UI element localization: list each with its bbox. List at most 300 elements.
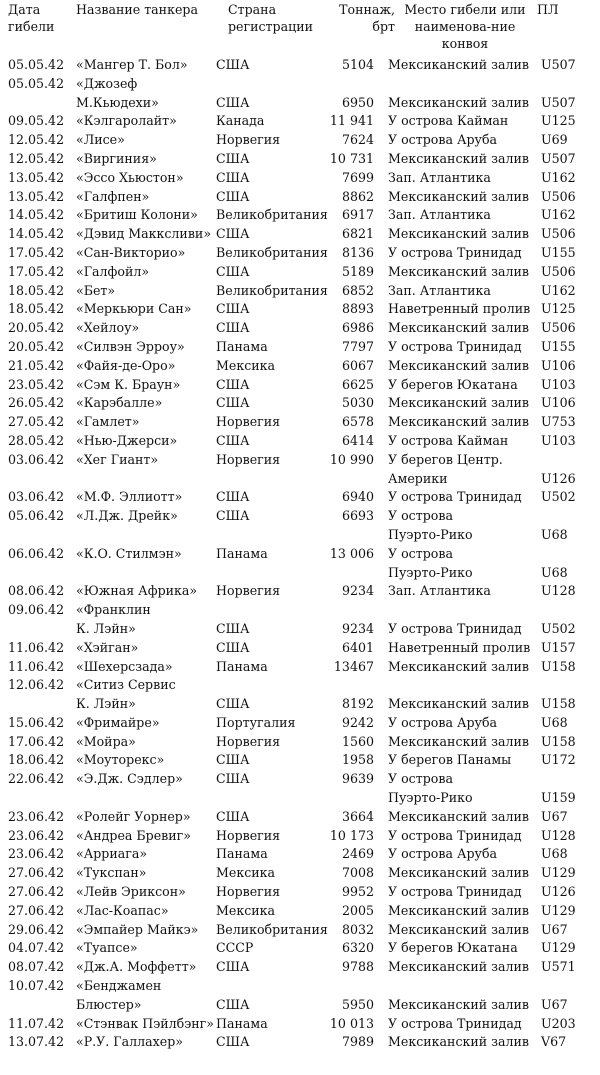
cell-name: «Бенджамен — [76, 978, 162, 994]
cell-pl: U506 — [541, 263, 576, 279]
cell-country: Великобритания — [216, 282, 328, 298]
cell-pl: U125 — [541, 113, 576, 129]
table-row — [0, 169, 600, 188]
cell-place: У острова Аруба — [388, 846, 498, 862]
cell-country: США — [216, 301, 250, 317]
cell-name: «Арриага» — [76, 846, 148, 862]
cell-country: США — [216, 1034, 250, 1050]
cell-pl: U157 — [541, 639, 576, 655]
cell-tonnage: 6852 — [341, 282, 374, 298]
cell-name: «Дэвид Макксливи» — [76, 226, 212, 242]
cell-tonnage: 8136 — [341, 244, 374, 260]
cell-date: 13.05.42 — [8, 188, 65, 204]
table-row — [0, 845, 600, 864]
cell-tonnage: 6940 — [341, 489, 374, 505]
cell-name: М.Кьюдехи» — [76, 94, 159, 110]
cell-pl: U155 — [541, 244, 576, 260]
cell-name: «Туапсе» — [76, 940, 138, 956]
cell-name: «Шехерсзада» — [76, 658, 173, 674]
cell-place: Мексиканский залив — [388, 263, 530, 279]
cell-tonnage: 6320 — [341, 940, 374, 956]
cell-place: Мексиканский залив — [388, 57, 530, 72]
cell-country: Норвегия — [216, 583, 281, 599]
cell-name: «Меркьюри Сан» — [76, 301, 192, 317]
table-row — [0, 413, 600, 432]
table-row — [0, 357, 600, 376]
cell-name: «Моуторекс» — [76, 752, 165, 768]
cell-date: 11.06.42 — [8, 658, 65, 674]
cell-date: 08.07.42 — [8, 959, 65, 975]
cell-country: США — [216, 395, 250, 411]
cell-date: 18.06.42 — [8, 752, 65, 768]
header-place: Место гибели или наименова-ние конвоя — [404, 2, 526, 51]
cell-name: «Лисе» — [76, 132, 125, 148]
cell-date: 23.06.42 — [8, 808, 65, 824]
cell-name: «Франклин — [76, 602, 151, 618]
table-row — [0, 206, 600, 225]
cell-date: 11.06.42 — [8, 639, 65, 655]
cell-name: «Мангер Т. Бол» — [76, 57, 188, 72]
cell-country: США — [216, 376, 250, 392]
cell-tonnage: 2469 — [341, 846, 374, 862]
table-row — [0, 376, 600, 395]
table-row — [0, 188, 600, 207]
cell-tonnage: 8032 — [341, 921, 374, 937]
table-row — [0, 789, 600, 808]
header-name: Название танкера — [76, 2, 198, 17]
cell-date: 21.05.42 — [8, 357, 65, 373]
cell-name: «Хэйган» — [76, 639, 139, 655]
cell-pl: U129 — [541, 902, 576, 918]
cell-country: США — [216, 432, 250, 448]
cell-tonnage: 6693 — [341, 508, 374, 524]
cell-date: 12.05.42 — [8, 150, 65, 166]
cell-date: 10.07.42 — [8, 978, 65, 994]
cell-tonnage: 7624 — [341, 132, 374, 148]
cell-tonnage: 8862 — [341, 188, 374, 204]
cell-place: У острова Тринидад — [388, 884, 522, 900]
cell-tonnage: 9234 — [341, 620, 374, 636]
cell-date: 05.05.42 — [8, 57, 65, 72]
cell-country: СССР — [216, 940, 254, 956]
cell-tonnage: 9639 — [341, 771, 374, 787]
cell-date: 08.06.42 — [8, 583, 65, 599]
table-row — [0, 827, 600, 846]
cell-country: США — [216, 696, 250, 712]
cell-pl: U172 — [541, 752, 576, 768]
cell-place: Мексиканский залив — [388, 150, 530, 166]
cell-country: Мексика — [216, 902, 276, 918]
cell-place: Зап. Атлантика — [388, 207, 491, 223]
table-row — [0, 639, 600, 658]
cell-tonnage: 7008 — [341, 865, 374, 881]
cell-pl: U506 — [541, 188, 576, 204]
cell-tonnage: 7989 — [341, 1034, 374, 1050]
cell-country: Норвегия — [216, 414, 281, 430]
cell-pl: U753 — [541, 414, 576, 430]
cell-place: У берегов Юкатана — [388, 376, 518, 392]
cell-pl: U68 — [541, 564, 568, 580]
cell-place: У берегов Юкатана — [388, 940, 518, 956]
cell-country: Великобритания — [216, 244, 328, 260]
cell-country: Норвегия — [216, 132, 281, 148]
cell-tonnage: 8192 — [341, 696, 374, 712]
cell-pl: U67 — [541, 996, 568, 1012]
cell-name: «Нью-Джерси» — [76, 432, 178, 448]
cell-country: Панама — [216, 846, 268, 862]
cell-pl: U162 — [541, 207, 576, 223]
table-row — [0, 601, 600, 620]
cell-pl: U158 — [541, 658, 576, 674]
cell-country: США — [216, 808, 250, 824]
table-row — [0, 112, 600, 131]
cell-name: «К.О. Стилмэн» — [76, 545, 182, 561]
cell-name: К. Лэйн» — [76, 696, 136, 712]
cell-pl: U506 — [541, 226, 576, 242]
cell-name: «Э.Дж. Сэдлер» — [76, 771, 183, 787]
cell-tonnage: 10 173 — [329, 827, 374, 843]
cell-place: У острова — [388, 771, 453, 787]
table-row — [0, 282, 600, 301]
cell-date: 23.05.42 — [8, 376, 65, 392]
cell-country: США — [216, 169, 250, 185]
cell-tonnage: 13 006 — [329, 545, 374, 561]
cell-date: 14.05.42 — [8, 207, 65, 223]
table-row — [0, 658, 600, 677]
header-tonnage: Тоннаж, брт — [339, 2, 395, 34]
cell-tonnage: 5189 — [341, 263, 374, 279]
cell-pl: U106 — [541, 357, 576, 373]
cell-place: Мексиканский залив — [388, 320, 530, 336]
cell-name: «Карэбалле» — [76, 395, 163, 411]
cell-tonnage: 6917 — [341, 207, 374, 223]
cell-place: У острова Кайман — [388, 432, 509, 448]
cell-date: 11.07.42 — [8, 1015, 65, 1031]
table-row — [0, 394, 600, 413]
cell-name: «Гамлет» — [76, 414, 140, 430]
cell-name: «Кэлгаролайт» — [76, 113, 177, 129]
cell-country: Панама — [216, 545, 268, 561]
cell-country: США — [216, 959, 250, 975]
cell-place: У острова Кайман — [388, 113, 509, 129]
cell-country: Великобритания — [216, 921, 328, 937]
cell-pl: U68 — [541, 846, 568, 862]
table-row — [0, 996, 600, 1015]
cell-name: «Файя-де-Оро» — [76, 357, 176, 373]
cell-pl: U68 — [541, 714, 568, 730]
cell-date: 15.06.42 — [8, 714, 65, 730]
cell-place: Мексиканский залив — [388, 395, 530, 411]
cell-pl: U571 — [541, 959, 576, 975]
cell-date: 22.06.42 — [8, 771, 65, 787]
cell-tonnage: 9952 — [341, 884, 374, 900]
cell-place: У берегов Панамы — [388, 752, 512, 768]
cell-tonnage: 9234 — [341, 583, 374, 599]
cell-name: К. Лэйн» — [76, 620, 136, 636]
cell-tonnage: 5950 — [341, 996, 374, 1012]
cell-country: США — [216, 57, 250, 72]
cell-date: 28.05.42 — [8, 432, 65, 448]
cell-place: Мексиканский залив — [388, 658, 530, 674]
cell-pl: U158 — [541, 733, 576, 749]
cell-date: 20.05.42 — [8, 338, 65, 354]
cell-place: Мексиканский залив — [388, 226, 530, 242]
table-header — [0, 0, 600, 56]
cell-name: «Эссо Хьюстон» — [76, 169, 184, 185]
table-row — [0, 902, 600, 921]
cell-pl: U162 — [541, 169, 576, 185]
cell-place: У острова Тринидад — [388, 620, 522, 636]
cell-country: США — [216, 752, 250, 768]
table-row — [0, 808, 600, 827]
cell-date: 27.05.42 — [8, 414, 65, 430]
cell-name: «Фримайре» — [76, 714, 160, 730]
table-row — [0, 939, 600, 958]
cell-tonnage: 6578 — [341, 414, 374, 430]
table-row — [0, 676, 600, 695]
table-row — [0, 620, 600, 639]
cell-tonnage: 7699 — [341, 169, 374, 185]
cell-country: Норвегия — [216, 733, 281, 749]
cell-date: 06.06.42 — [8, 545, 65, 561]
cell-place: Мексиканский залив — [388, 94, 530, 110]
cell-date: 27.06.42 — [8, 902, 65, 918]
cell-place: Мексиканский залив — [388, 357, 530, 373]
cell-pl: U68 — [541, 526, 568, 542]
cell-name: «Сан-Викторио» — [76, 244, 186, 260]
table-row — [0, 338, 600, 357]
cell-date: 27.06.42 — [8, 884, 65, 900]
cell-country: США — [216, 150, 250, 166]
table-row — [0, 864, 600, 883]
cell-place: У острова Тринидад — [388, 489, 522, 505]
cell-place: Америки — [388, 470, 448, 486]
cell-place: У острова — [388, 545, 453, 561]
cell-country: Мексика — [216, 357, 276, 373]
cell-date: 29.06.42 — [8, 921, 65, 937]
cell-tonnage: 2005 — [341, 902, 374, 918]
cell-pl: U128 — [541, 827, 576, 843]
cell-tonnage: 5030 — [341, 395, 374, 411]
cell-country: США — [216, 996, 250, 1012]
cell-name: «Р.У. Галлахер» — [76, 1034, 183, 1050]
cell-name: «Дж.А. Моффетт» — [76, 959, 197, 975]
cell-country: США — [216, 620, 250, 636]
cell-place: У острова — [388, 508, 453, 524]
cell-place: У острова Аруба — [388, 132, 498, 148]
cell-date: 23.06.42 — [8, 827, 65, 843]
cell-place: У берегов Центр. — [388, 451, 503, 467]
cell-name: «Галфойл» — [76, 263, 150, 279]
cell-pl: U129 — [541, 940, 576, 956]
cell-pl: U507 — [541, 94, 576, 110]
table-row — [0, 733, 600, 752]
cell-date: 17.06.42 — [8, 733, 65, 749]
cell-date: 13.07.42 — [8, 1034, 65, 1050]
table-row — [0, 150, 600, 169]
table-row — [0, 451, 600, 470]
cell-name: «Стэнвак Пэйлбэнг» — [76, 1015, 214, 1031]
cell-date: 03.06.42 — [8, 489, 65, 505]
table-row — [0, 695, 600, 714]
table-row — [0, 263, 600, 282]
cell-tonnage: 6821 — [341, 226, 374, 242]
table-row — [0, 244, 600, 263]
cell-place: Пуэрто-Рико — [388, 790, 473, 806]
cell-country: США — [216, 188, 250, 204]
cell-name: «Хейлоу» — [76, 320, 140, 336]
cell-country: США — [216, 263, 250, 279]
cell-date: 14.05.42 — [8, 226, 65, 242]
cell-tonnage: 6625 — [341, 376, 374, 392]
table-row — [0, 714, 600, 733]
cell-place: Зап. Атлантика — [388, 583, 491, 599]
cell-name: «Силвэн Эрроу» — [76, 338, 185, 354]
cell-name: «Эмпайер Майкэ» — [76, 921, 199, 937]
cell-country: США — [216, 489, 250, 505]
cell-pl: U155 — [541, 338, 576, 354]
cell-place: Мексиканский залив — [388, 865, 530, 881]
table-row — [0, 470, 600, 489]
cell-name: «Джозеф — [76, 75, 138, 91]
cell-date: 17.05.42 — [8, 263, 65, 279]
cell-country: Норвегия — [216, 827, 281, 843]
cell-country: Норвегия — [216, 884, 281, 900]
cell-place: Пуэрто-Рико — [388, 526, 473, 542]
cell-country: США — [216, 320, 250, 336]
cell-country: США — [216, 508, 250, 524]
cell-name: «Л.Дж. Дрейк» — [76, 508, 178, 524]
cell-pl: U507 — [541, 150, 576, 166]
cell-tonnage: 8893 — [341, 301, 374, 317]
cell-place: У острова Аруба — [388, 714, 498, 730]
table-row — [0, 883, 600, 902]
cell-date: 04.07.42 — [8, 940, 65, 956]
cell-date: 23.06.42 — [8, 846, 65, 862]
cell-name: «Бет» — [76, 282, 116, 298]
cell-name: «Лас-Коапас» — [76, 902, 169, 918]
cell-date: 26.05.42 — [8, 395, 65, 411]
cell-country: Мексика — [216, 865, 276, 881]
table-row — [0, 131, 600, 150]
table-row — [0, 75, 600, 94]
cell-country: Панама — [216, 1015, 268, 1031]
cell-pl: U106 — [541, 395, 576, 411]
cell-tonnage: 10 990 — [329, 451, 374, 467]
cell-pl: U506 — [541, 320, 576, 336]
cell-name: «Ситиз Сервис — [76, 677, 176, 693]
cell-date: 09.06.42 — [8, 602, 65, 618]
cell-date: 18.05.42 — [8, 301, 65, 317]
cell-country: Панама — [216, 658, 268, 674]
cell-place: Зап. Атлантика — [388, 282, 491, 298]
cell-pl: U67 — [541, 921, 568, 937]
cell-place: Мексиканский залив — [388, 1034, 530, 1050]
cell-place: Мексиканский залив — [388, 414, 530, 430]
table-row — [0, 432, 600, 451]
cell-name: «Сэм К. Браун» — [76, 376, 181, 392]
cell-date: 17.05.42 — [8, 244, 65, 260]
cell-date: 12.06.42 — [8, 677, 65, 693]
cell-country: Португалия — [216, 714, 296, 730]
cell-tonnage: 9242 — [341, 714, 374, 730]
cell-country: Норвегия — [216, 451, 281, 467]
cell-place: Пуэрто-Рико — [388, 564, 473, 580]
cell-pl: U103 — [541, 432, 576, 448]
table-row — [0, 526, 600, 545]
cell-name: «Мойра» — [76, 733, 136, 749]
cell-place: Мексиканский залив — [388, 921, 530, 937]
cell-name: «Андреа Бревиг» — [76, 827, 191, 843]
table-row — [0, 770, 600, 789]
cell-place: У острова Тринидад — [388, 827, 522, 843]
header-country: Страна регистрации — [228, 2, 313, 34]
cell-pl: U126 — [541, 884, 576, 900]
cell-tonnage: 3664 — [341, 808, 374, 824]
cell-place: Мексиканский залив — [388, 808, 530, 824]
cell-pl: U502 — [541, 620, 576, 636]
cell-pl: U128 — [541, 583, 576, 599]
cell-pl: U203 — [541, 1015, 576, 1031]
cell-name: Блюстер» — [76, 996, 142, 1012]
cell-name: «Виргиния» — [76, 150, 157, 166]
cell-country: США — [216, 94, 250, 110]
cell-tonnage: 6986 — [341, 320, 374, 336]
cell-tonnage: 10 731 — [329, 150, 374, 166]
cell-pl: U159 — [541, 790, 576, 806]
cell-name: «Ролейг Уорнер» — [76, 808, 191, 824]
header-date: Дата гибели — [8, 2, 55, 34]
cell-place: Наветренный пролив — [388, 639, 531, 655]
table-row — [0, 225, 600, 244]
cell-country: США — [216, 771, 250, 787]
cell-place: Мексиканский залив — [388, 959, 530, 975]
cell-place: Наветренный пролив — [388, 301, 531, 317]
cell-pl: U103 — [541, 376, 576, 392]
table-row — [0, 545, 600, 564]
cell-date: 13.05.42 — [8, 169, 65, 185]
table-row — [0, 507, 600, 526]
cell-place: Зап. Атлантика — [388, 169, 491, 185]
table-row — [0, 94, 600, 113]
cell-pl: U129 — [541, 865, 576, 881]
cell-tonnage: 10 013 — [329, 1015, 374, 1031]
cell-name: «Галфпен» — [76, 188, 150, 204]
cell-place: Мексиканский залив — [388, 996, 530, 1012]
cell-tonnage: 13467 — [333, 658, 374, 674]
cell-pl: U162 — [541, 282, 576, 298]
cell-date: 20.05.42 — [8, 320, 65, 336]
table-row — [0, 1033, 600, 1052]
table-row — [0, 488, 600, 507]
cell-tonnage: 11 941 — [329, 113, 374, 129]
cell-date: 05.06.42 — [8, 508, 65, 524]
table-row — [0, 582, 600, 601]
cell-tonnage: 6401 — [341, 639, 374, 655]
cell-pl: U67 — [541, 808, 568, 824]
header-pl: ПЛ — [537, 2, 559, 17]
cell-tonnage: 7797 — [341, 338, 374, 354]
cell-name: «Лейв Эриксон» — [76, 884, 186, 900]
table-body — [0, 56, 600, 1052]
cell-country: Панама — [216, 338, 268, 354]
cell-name: «Тукспан» — [76, 865, 147, 881]
table-row — [0, 564, 600, 583]
cell-tonnage: 1958 — [341, 752, 374, 768]
cell-pl: U125 — [541, 301, 576, 317]
cell-country: США — [216, 639, 250, 655]
cell-pl: U126 — [541, 470, 576, 486]
